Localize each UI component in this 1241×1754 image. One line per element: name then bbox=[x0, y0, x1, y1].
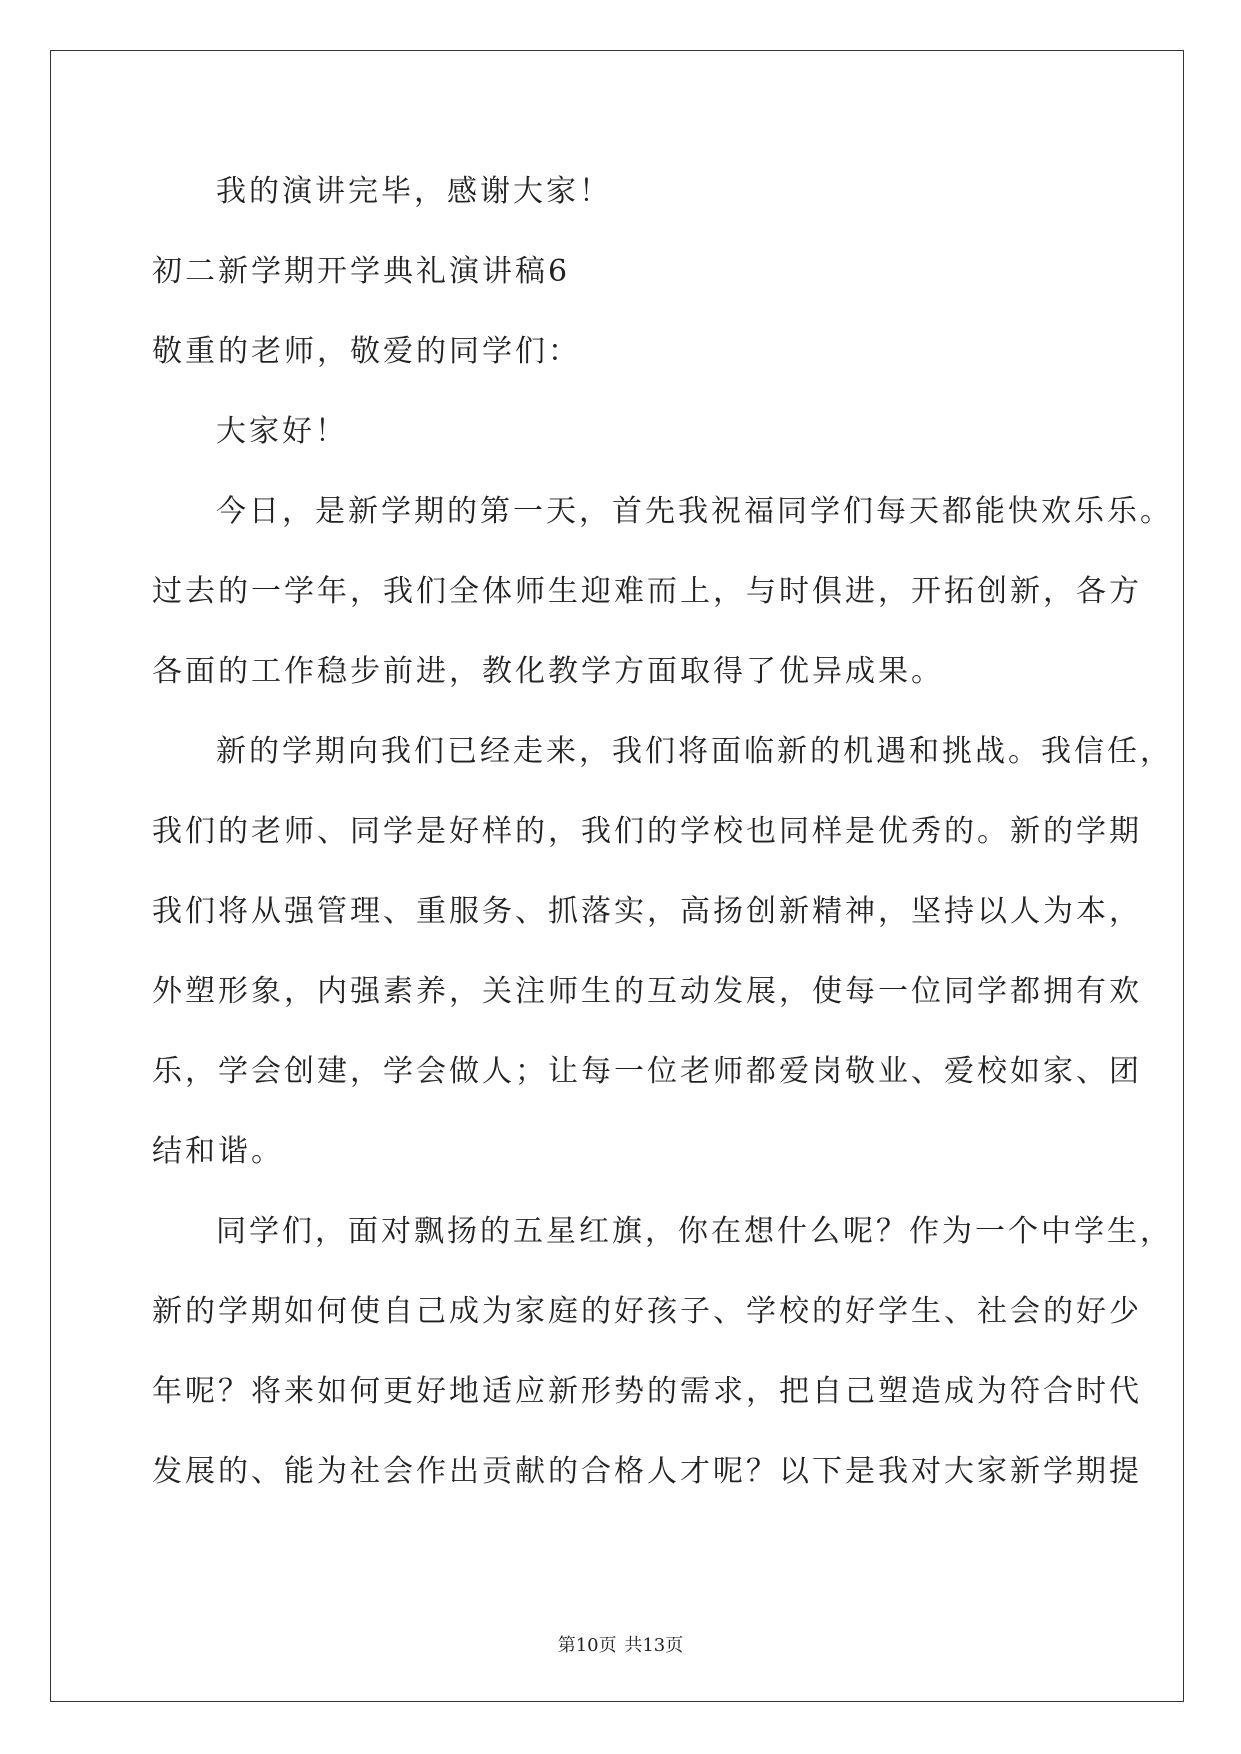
paragraph-3-line-1: 同学们，面对飘扬的五星红旗，你在想什么呢？作为一个中学生， bbox=[216, 1214, 1173, 1249]
paragraph-1-line-3: 各面的工作稳步前进，教化教学方面取得了优异成果。 bbox=[152, 654, 944, 689]
closing-line: 我的演讲完毕，感谢大家！ bbox=[216, 174, 612, 209]
paragraph-3-line-2: 新的学期如何使自己成为家庭的好孩子、学校的好学生、社会的好少 bbox=[152, 1294, 1142, 1329]
paragraph-1-line-2: 过去的一学年，我们全体师生迎难而上，与时俱进，开拓创新，各方 bbox=[152, 574, 1142, 609]
paragraph-2-line-3: 我们将从强管理、重服务、抓落实，高扬创新精神，坚持以人为本， bbox=[152, 894, 1142, 929]
page-total: 共13页 bbox=[624, 1635, 684, 1656]
paragraph-2-line-6: 结和谐。 bbox=[152, 1134, 284, 1169]
greeting: 大家好！ bbox=[216, 414, 348, 449]
paragraph-1-line-1: 今日，是新学期的第一天，首先我祝福同学们每天都能快欢乐乐。 bbox=[216, 494, 1173, 529]
paragraph-2-line-2: 我们的老师、同学是好样的，我们的学校也同样是优秀的。新的学期 bbox=[152, 814, 1142, 849]
page-footer bbox=[0, 1634, 1241, 1658]
paragraph-3-line-3: 年呢？将来如何更好地适应新形势的需求，把自己塑造成为符合时代 bbox=[152, 1374, 1142, 1409]
paragraph-2-line-1: 新的学期向我们已经走来，我们将面临新的机遇和挑战。我信任， bbox=[216, 734, 1173, 769]
paragraph-3-line-4: 发展的、能为社会作出贡献的合格人才呢？以下是我对大家新学期提 bbox=[152, 1454, 1142, 1489]
page-number: 第10页 bbox=[557, 1635, 617, 1656]
paragraph-2-line-5: 乐，学会创建，学会做人；让每一位老师都爱岗敬业、爱校如家、团 bbox=[152, 1054, 1142, 1089]
section-title: 初二新学期开学典礼演讲稿6 bbox=[152, 254, 571, 289]
paragraph-2-line-4: 外塑形象，内强素养，关注师生的互动发展，使每一位同学都拥有欢 bbox=[152, 974, 1142, 1009]
salutation: 敬重的老师，敬爱的同学们： bbox=[152, 334, 581, 369]
